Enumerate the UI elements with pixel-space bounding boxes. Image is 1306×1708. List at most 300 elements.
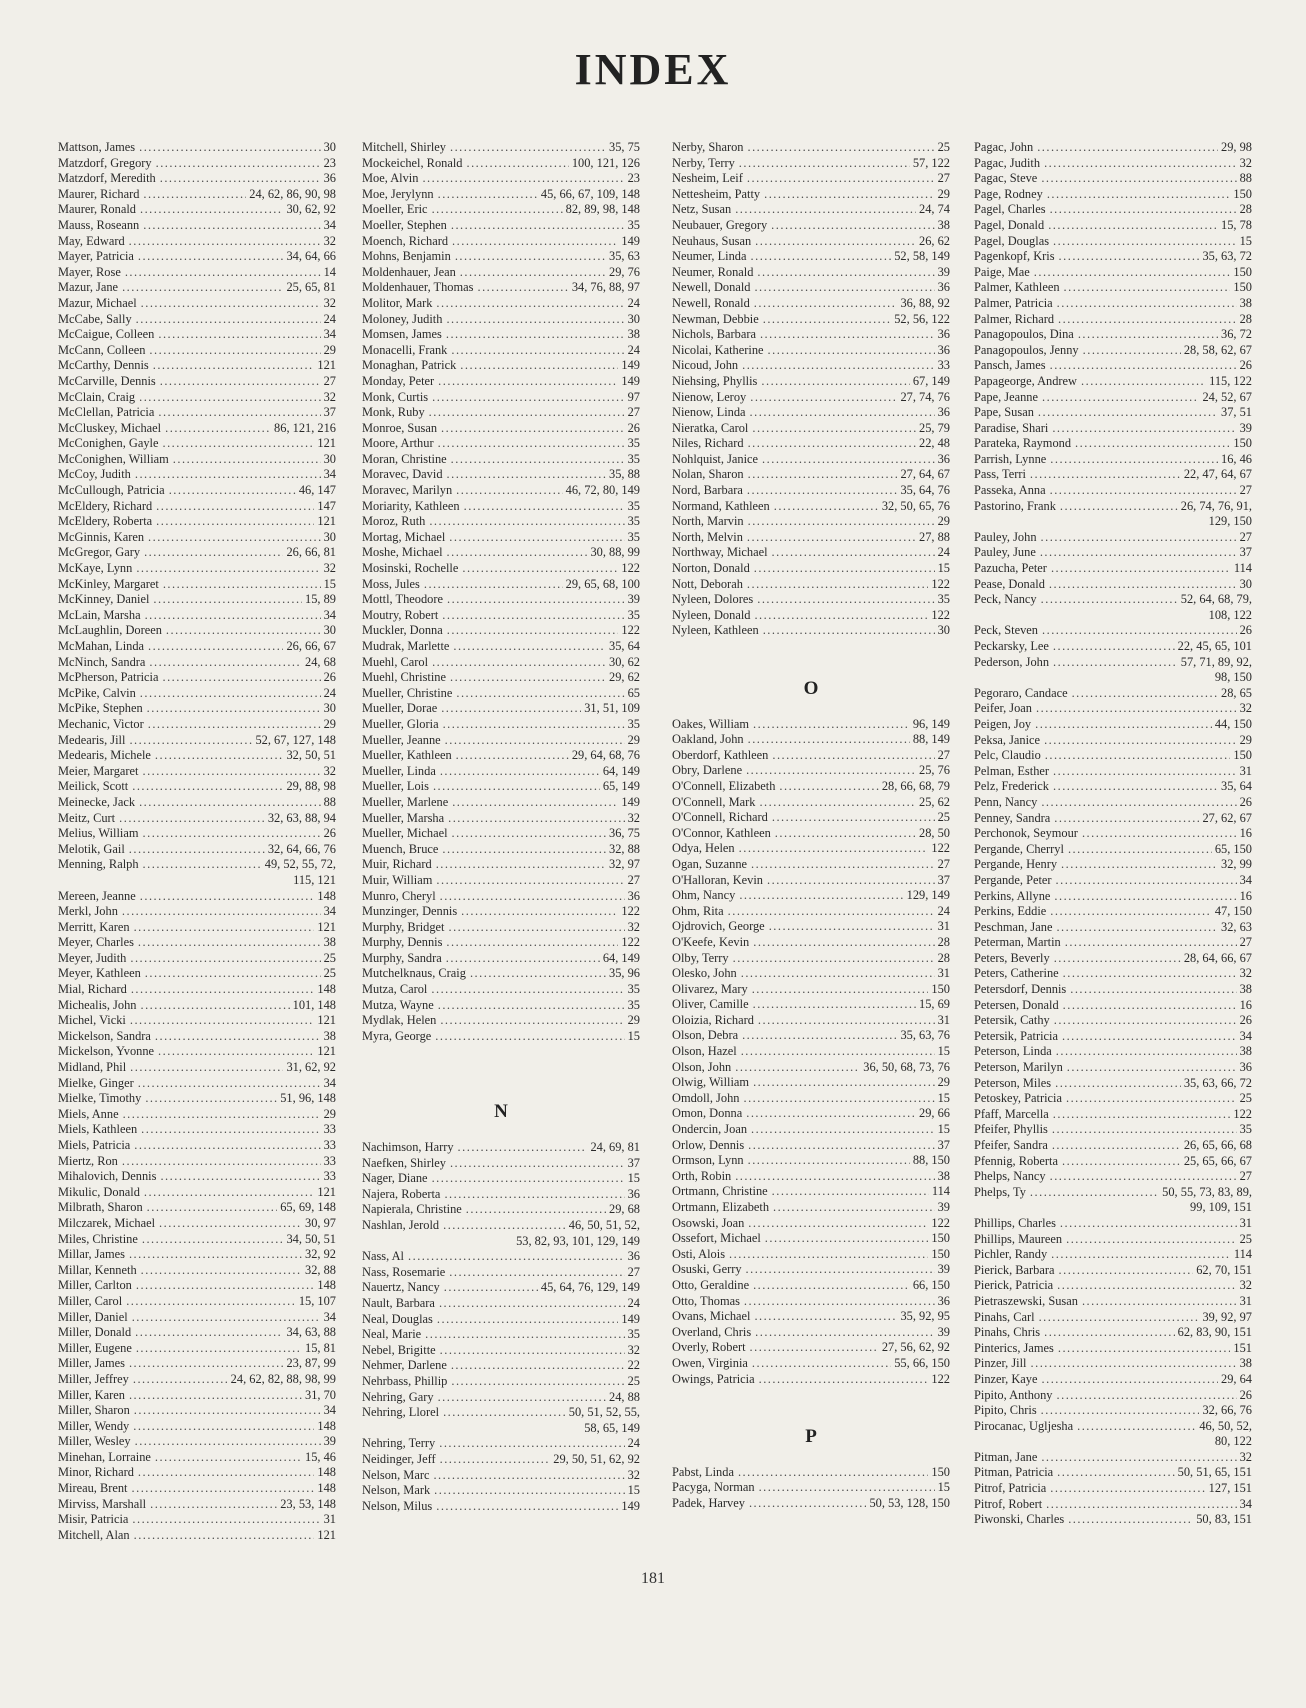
- entry-name: McKaye, Lynn: [58, 561, 133, 576]
- entry-name: McEldery, Roberta: [58, 514, 153, 529]
- entry-pages: 32, 64, 66, 76: [267, 841, 336, 856]
- entry-name: Nehring, Terry: [362, 1436, 436, 1451]
- leader-dots: [738, 1465, 928, 1481]
- leader-dots: [1062, 1029, 1237, 1045]
- entry-name: Mydlak, Helen: [362, 1013, 437, 1028]
- index-entry: [362, 1405, 640, 1421]
- index-column-4: [974, 140, 1252, 1528]
- entry-pages-continued: 53, 82, 93, 101, 129, 149: [516, 1233, 640, 1248]
- index-entry: [974, 873, 1252, 889]
- leader-dots: [126, 1294, 296, 1310]
- entry-pages: 27: [323, 373, 336, 388]
- leader-dots: [772, 748, 934, 764]
- entry-name: Phillips, Charles: [974, 1215, 1056, 1230]
- leader-dots: [768, 343, 935, 359]
- entry-name: Papageorge, Andrew: [974, 373, 1077, 388]
- entry-name: Ovans, Michael: [672, 1309, 751, 1324]
- entry-pages: 27, 62, 67: [1202, 810, 1252, 825]
- leader-dots: [1042, 390, 1199, 406]
- leader-dots: [132, 1512, 320, 1528]
- index-entry: [974, 1154, 1252, 1170]
- entry-pages: 24, 52, 67: [1202, 389, 1252, 404]
- index-entry: [362, 530, 640, 546]
- leader-dots: [758, 1013, 935, 1029]
- entry-name: Peifer, Joan: [974, 701, 1032, 716]
- index-entry: [974, 920, 1252, 936]
- entry-pages: 27, 88: [919, 529, 950, 544]
- index-entry: [362, 171, 640, 187]
- leader-dots: [160, 1169, 320, 1185]
- index-entry: [362, 764, 640, 780]
- index-entry: [362, 1029, 640, 1045]
- entry-name: Niehsing, Phyllis: [672, 373, 758, 388]
- entry-name: Mortag, Michael: [362, 529, 446, 544]
- entry-pages: 26: [323, 670, 336, 685]
- index-entry: [974, 1419, 1252, 1435]
- entry-pages: 29: [323, 716, 336, 731]
- entry-pages: 38: [627, 327, 640, 342]
- entry-name: O'Connell, Elizabeth: [672, 778, 776, 793]
- entry-pages: 15, 46: [305, 1449, 336, 1464]
- index-entry: [58, 577, 336, 593]
- entry-name: O'Connor, Kathleen: [672, 825, 771, 840]
- entry-pages: 36: [937, 327, 950, 342]
- entry-pages: 29, 64, 68, 76: [571, 748, 640, 763]
- leader-dots: [129, 1247, 302, 1263]
- leader-dots: [424, 577, 563, 593]
- leader-dots: [443, 717, 625, 733]
- index-entry: [974, 1341, 1252, 1357]
- leader-dots: [744, 1294, 935, 1310]
- entry-pages: 32: [1239, 701, 1252, 716]
- page-title: INDEX: [574, 45, 732, 94]
- entry-name: Monk, Ruby: [362, 405, 425, 420]
- entry-pages: 15: [937, 1090, 950, 1105]
- leader-dots: [140, 202, 283, 218]
- entry-name: Mereen, Jeanne: [58, 888, 136, 903]
- entry-name: McPike, Stephen: [58, 701, 143, 716]
- index-entry: [974, 358, 1252, 374]
- entry-pages: 148: [317, 1278, 336, 1293]
- index-entry: [58, 1278, 336, 1294]
- entry-name: Parateka, Raymond: [974, 436, 1072, 451]
- index-entry: [974, 1216, 1252, 1232]
- entry-name: Nohlquist, Janice: [672, 451, 759, 466]
- entry-name: Muckler, Donna: [362, 623, 443, 638]
- leader-dots: [134, 1138, 320, 1154]
- index-entry: [362, 733, 640, 749]
- entry-name: Newell, Donald: [672, 280, 751, 295]
- entry-name: McCaigue, Colleen: [58, 327, 155, 342]
- entry-name: Parrish, Lynne: [974, 451, 1047, 466]
- leader-dots: [169, 483, 296, 499]
- index-entry: [672, 561, 950, 577]
- entry-name: Penney, Sandra: [974, 810, 1051, 825]
- leader-dots: [131, 982, 315, 998]
- leader-dots: [446, 327, 625, 343]
- index-entry: [974, 202, 1252, 218]
- leader-dots: [753, 717, 910, 733]
- index-entry: [58, 1419, 336, 1435]
- entry-name: Monaghan, Patrick: [362, 358, 457, 373]
- entry-name: Normand, Kathleen: [672, 498, 770, 513]
- leader-dots: [1044, 156, 1237, 172]
- leader-dots: [1044, 1325, 1175, 1341]
- index-entry: [672, 390, 950, 406]
- entry-pages: 31: [1239, 1293, 1252, 1308]
- index-entry: [672, 795, 950, 811]
- index-entry: [672, 171, 950, 187]
- index-entry: [58, 935, 336, 951]
- leader-dots: [156, 156, 321, 172]
- entry-name: Pfeifer, Sandra: [974, 1138, 1048, 1152]
- leader-dots: [129, 733, 252, 749]
- entry-pages: 34: [323, 1075, 336, 1090]
- entry-pages: 30: [627, 311, 640, 326]
- index-entry: [672, 873, 950, 889]
- leader-dots: [1042, 623, 1237, 639]
- entry-name: Mielke, Timothy: [58, 1091, 142, 1106]
- index-entry: [672, 187, 950, 203]
- entry-name: Olson, Debra: [672, 1028, 739, 1043]
- index-entry: [974, 982, 1252, 998]
- entry-pages: 28: [1239, 311, 1252, 326]
- index-entry: [362, 561, 640, 577]
- leader-dots: [441, 421, 625, 437]
- entry-pages: 35: [627, 514, 640, 529]
- index-entry: [672, 1356, 950, 1372]
- entry-name: Milczarek, Michael: [58, 1215, 156, 1230]
- entry-name: Pinahs, Chris: [974, 1325, 1041, 1340]
- entry-name: McEldery, Richard: [58, 498, 153, 513]
- index-entry: [672, 156, 950, 172]
- entry-pages: 35, 63, 72: [1202, 249, 1252, 264]
- entry-pages: 37, 51: [1221, 405, 1252, 420]
- leader-dots: [749, 1496, 867, 1512]
- index-entry: [58, 779, 336, 795]
- entry-pages: 27: [627, 1264, 640, 1279]
- entry-pages: 38: [323, 1028, 336, 1043]
- leader-dots: [148, 717, 321, 733]
- index-entry: [974, 436, 1252, 452]
- leader-dots: [466, 156, 568, 172]
- index-entry: [672, 374, 950, 390]
- entry-pages: 122: [931, 576, 950, 591]
- entry-pages: 32: [1239, 155, 1252, 170]
- entry-pages: 15: [1239, 233, 1252, 248]
- entry-pages: 115, 122: [1209, 373, 1252, 388]
- leader-dots: [432, 390, 625, 406]
- entry-name: Millar, James: [58, 1247, 125, 1262]
- leader-dots: [1038, 405, 1218, 421]
- entry-name: McCluskey, Michael: [58, 420, 162, 435]
- leader-dots: [160, 171, 321, 187]
- leader-dots: [1052, 421, 1236, 437]
- leader-dots: [1059, 1263, 1194, 1279]
- index-entry: [974, 1497, 1252, 1513]
- entry-pages: 27: [1239, 529, 1252, 544]
- leader-dots: [1050, 358, 1237, 374]
- entry-pages: 65, 69, 148: [280, 1200, 336, 1215]
- entry-pages: 101, 148: [292, 997, 336, 1012]
- entry-pages: 64, 149: [602, 763, 640, 778]
- index-entry: [974, 717, 1252, 733]
- index-entry: [974, 623, 1252, 639]
- index-entry: [58, 951, 336, 967]
- entry-name: Pagel, Donald: [974, 217, 1045, 232]
- leader-dots: [136, 312, 321, 328]
- entry-name: Minor, Richard: [58, 1465, 134, 1480]
- index-entry: [362, 889, 640, 905]
- leader-dots: [449, 530, 624, 546]
- entry-name: Otto, Geraldine: [672, 1277, 750, 1292]
- leader-dots: [142, 764, 320, 780]
- leader-dots: [1050, 1481, 1205, 1497]
- entry-name: Neuhaus, Susan: [672, 233, 752, 248]
- index-entry: [362, 1343, 640, 1359]
- entry-name: Miller, Carlton: [58, 1278, 132, 1293]
- entry-name: McCarthy, Dennis: [58, 358, 149, 373]
- entry-pages: 52, 56, 122: [894, 311, 950, 326]
- index-entry: [362, 826, 640, 842]
- leader-dots: [122, 1154, 321, 1170]
- entry-name: Pacyga, Norman: [672, 1480, 755, 1495]
- entry-pages: 149: [621, 1311, 640, 1326]
- entry-pages: 82, 89, 98, 148: [565, 202, 640, 217]
- index-entry: [362, 1390, 640, 1406]
- entry-name: Peterson, Marilyn: [974, 1060, 1063, 1075]
- entry-name: Pitrof, Robert: [974, 1496, 1043, 1511]
- leader-dots: [158, 1044, 314, 1060]
- index-entry: [362, 1187, 640, 1203]
- entry-name: Omdoll, John: [672, 1090, 740, 1105]
- leader-dots: [148, 530, 321, 546]
- leader-dots: [750, 1340, 879, 1356]
- index-entry: [974, 842, 1252, 858]
- entry-pages: 24: [323, 685, 336, 700]
- entry-name: McMahan, Linda: [58, 639, 145, 653]
- entry-pages: 39: [1239, 420, 1252, 435]
- entry-pages-continued: 98, 150: [1214, 670, 1252, 685]
- index-entry: [58, 1185, 336, 1201]
- leader-dots: [741, 1044, 935, 1060]
- leader-dots: [747, 140, 934, 156]
- leader-dots: [122, 280, 283, 296]
- index-entry: [672, 280, 950, 296]
- entry-name: Pelz, Frederick: [974, 779, 1050, 794]
- entry-pages: 150: [931, 1246, 950, 1261]
- entry-pages: 34: [323, 217, 336, 232]
- entry-name: Najera, Roberta: [362, 1186, 441, 1201]
- entry-pages: 29, 50, 51, 62, 92: [553, 1451, 640, 1466]
- leader-dots: [748, 1153, 910, 1169]
- entry-pages: 29, 98: [1221, 140, 1252, 154]
- entry-pages: 31: [323, 1512, 336, 1527]
- leader-dots: [134, 1403, 321, 1419]
- entry-name: Monday, Peter: [362, 373, 435, 388]
- leader-dots: [1036, 701, 1237, 717]
- entry-name: Myra, George: [362, 1028, 432, 1043]
- leader-dots: [141, 296, 321, 312]
- leader-dots: [444, 1187, 624, 1203]
- leader-dots: [748, 732, 910, 748]
- leader-dots: [753, 997, 916, 1013]
- entry-name: Petoskey, Patricia: [974, 1091, 1062, 1106]
- entry-pages: 148: [317, 982, 336, 997]
- entry-name: Nachimson, Harry: [362, 1140, 454, 1155]
- entry-name: Peschman, Jane: [974, 919, 1053, 934]
- entry-pages: 28, 65: [1221, 685, 1252, 700]
- leader-dots: [452, 234, 618, 250]
- entry-name: McPherson, Patricia: [58, 670, 159, 685]
- entry-pages: 26: [1239, 1013, 1252, 1028]
- entry-pages: 121: [317, 919, 336, 934]
- entry-name: Olesko, John: [672, 966, 737, 981]
- entry-pages: 29: [323, 1106, 336, 1121]
- leader-dots: [441, 701, 581, 717]
- index-entry: [672, 452, 950, 468]
- entry-pages: 27, 64, 67: [900, 467, 950, 482]
- entry-name: Munzinger, Dennis: [362, 904, 458, 919]
- entry-pages: 150: [1233, 436, 1252, 451]
- entry-pages: 50, 83, 151: [1196, 1512, 1252, 1527]
- entry-pages: 29, 65, 68, 100: [565, 576, 640, 591]
- index-entry: [974, 1325, 1252, 1341]
- entry-pages: 24, 62, 86, 90, 98: [249, 186, 336, 201]
- entry-name: Mueller, Marsha: [362, 810, 445, 825]
- leader-dots: [1050, 483, 1237, 499]
- leader-dots: [432, 1171, 625, 1187]
- index-entry: [672, 1153, 950, 1169]
- leader-dots: [757, 265, 934, 281]
- entry-pages: 34: [323, 1309, 336, 1324]
- index-entry: [58, 561, 336, 577]
- entry-name: Moutry, Robert: [362, 607, 439, 622]
- index-entry: [974, 998, 1252, 1014]
- entry-pages: 33: [323, 1169, 336, 1184]
- leader-dots: [1053, 639, 1175, 655]
- entry-name: Matzdorf, Meredith: [58, 171, 156, 186]
- index-entry: [974, 1169, 1252, 1185]
- leader-dots: [772, 1184, 929, 1200]
- entry-pages: 24, 88: [609, 1389, 640, 1404]
- entry-name: Northway, Michael: [672, 545, 768, 560]
- leader-dots: [440, 1013, 624, 1029]
- entry-pages: 32: [627, 1342, 640, 1357]
- entry-pages: 30, 88, 99: [590, 545, 640, 560]
- index-entry: [672, 1372, 950, 1388]
- entry-name: North, Melvin: [672, 529, 743, 544]
- entry-pages: 150: [1233, 280, 1252, 295]
- entry-pages-continued: 58, 65, 149: [584, 1420, 640, 1435]
- entry-name: Merkl, John: [58, 904, 118, 919]
- entry-pages: 32, 88: [305, 1262, 336, 1277]
- index-entry: [362, 249, 640, 265]
- leader-dots: [448, 920, 624, 936]
- entry-name: Mueller, Michael: [362, 826, 448, 841]
- index-entry: [58, 187, 336, 203]
- entry-name: Nebel, Brigitte: [362, 1342, 436, 1357]
- leader-dots: [129, 1356, 283, 1372]
- index-entry: [58, 390, 336, 406]
- index-entry: [58, 842, 336, 858]
- index-entry: [672, 545, 950, 561]
- index-entry: [974, 1232, 1252, 1248]
- entry-name: Olivarez, Mary: [672, 981, 748, 996]
- leader-dots: [739, 156, 910, 172]
- entry-pages: 27: [1239, 1169, 1252, 1184]
- entry-name: Ondercin, Joan: [672, 1122, 748, 1137]
- index-entry: [58, 202, 336, 218]
- entry-pages: 121: [317, 1044, 336, 1059]
- leader-dots: [135, 1325, 283, 1341]
- entry-pages: 33: [323, 1138, 336, 1152]
- entry-pages: 150: [931, 1464, 950, 1479]
- index-entry: [362, 483, 640, 499]
- index-entry: [672, 1278, 950, 1294]
- index-entry: [672, 888, 950, 904]
- index-entry: [974, 499, 1252, 515]
- entry-pages: 15, 89: [305, 592, 336, 607]
- leader-dots: [437, 1312, 619, 1328]
- index-entry: [58, 327, 336, 343]
- entry-name: Mosinski, Rochelle: [362, 561, 459, 576]
- index-entry: [672, 904, 950, 920]
- index-entry: [974, 452, 1252, 468]
- leader-dots: [158, 327, 320, 343]
- leader-dots: [779, 779, 878, 795]
- entry-name: Nyleen, Dolores: [672, 592, 754, 607]
- entry-pages: 27: [937, 747, 950, 762]
- index-entry: [58, 467, 336, 483]
- entry-pages: 35, 63: [609, 249, 640, 264]
- index-entry: [58, 966, 336, 982]
- index-entry: [672, 951, 950, 967]
- index-entry: [672, 343, 950, 359]
- leader-dots: [1056, 920, 1218, 936]
- entry-name: Moldenhauer, Thomas: [362, 280, 474, 295]
- leader-dots: [773, 1200, 935, 1216]
- entry-pages: 38: [1239, 1044, 1252, 1059]
- entry-pages: 15: [627, 1483, 640, 1498]
- entry-name: Mielke, Ginger: [58, 1075, 134, 1090]
- entry-pages: 44, 150: [1214, 716, 1252, 731]
- entry-name: Nelson, Mark: [362, 1483, 431, 1498]
- leader-dots: [748, 467, 898, 483]
- leader-dots: [728, 904, 935, 920]
- entry-name: Nerby, Sharon: [672, 140, 744, 154]
- entry-name: Nelson, Milus: [362, 1498, 433, 1513]
- entry-pages: 32, 50, 65, 76: [881, 498, 950, 513]
- index-entry: [362, 1249, 640, 1265]
- index-entry: [974, 390, 1252, 406]
- entry-pages: 122: [931, 607, 950, 622]
- index-entry: [974, 1512, 1252, 1528]
- entry-name: Pease, Donald: [974, 576, 1045, 591]
- leader-dots: [130, 951, 320, 967]
- leader-dots: [138, 1465, 315, 1481]
- entry-pages: 127, 151: [1208, 1481, 1252, 1496]
- entry-pages: 50, 51, 52, 55,: [568, 1405, 640, 1420]
- index-entry: [362, 1013, 640, 1029]
- leader-dots: [135, 467, 321, 483]
- index-entry: [58, 1512, 336, 1528]
- entry-name: Mitchell, Alan: [58, 1527, 130, 1542]
- entry-pages: 37: [323, 405, 336, 420]
- entry-name: Peters, Catherine: [974, 966, 1059, 981]
- entry-name: Miller, Wendy: [58, 1418, 130, 1433]
- index-column-3: [672, 140, 950, 1512]
